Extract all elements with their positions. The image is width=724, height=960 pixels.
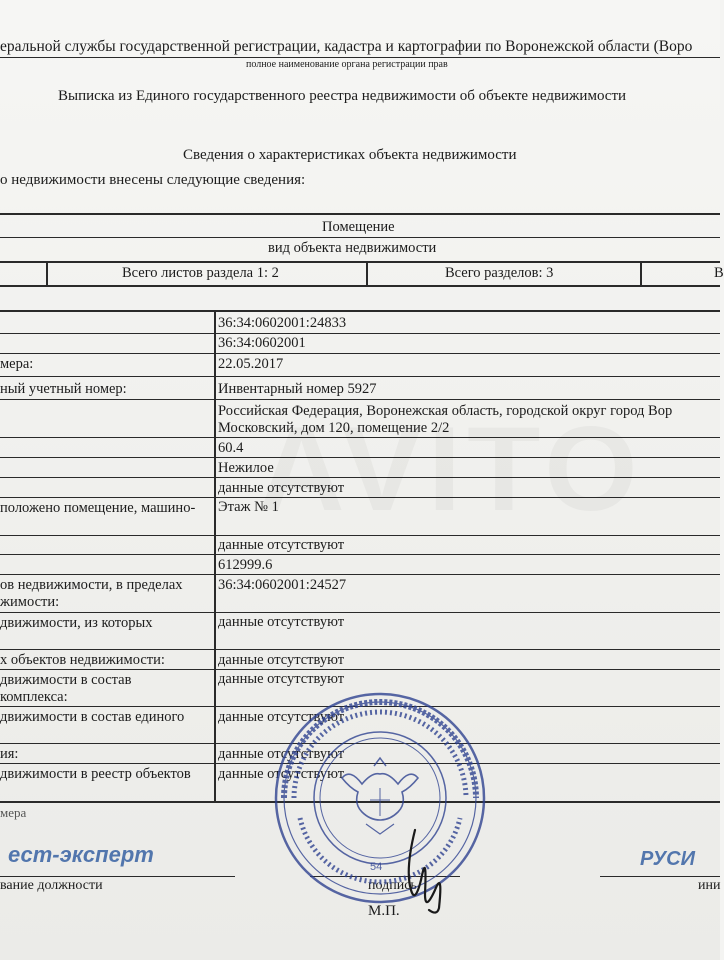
cadastral-number: 36:34:0602001:24833 <box>218 315 347 331</box>
object-type: Помещение <box>322 219 395 235</box>
cadastral-value: 612999.6 <box>218 557 273 573</box>
table-row-border <box>0 554 720 555</box>
table-row-border <box>0 649 720 650</box>
brand-left: ест-эксперт <box>8 842 154 867</box>
row-value: данные отсутствуют <box>218 480 345 496</box>
row-value: данные отсутствуют <box>218 671 345 687</box>
table-row-border <box>0 574 720 575</box>
row-value: данные отсутствуют <box>218 537 345 553</box>
row-value: данные отсутствуют <box>218 652 345 668</box>
sheets-count: Всего листов раздела 1: 2 <box>122 265 279 281</box>
row-label: х объектов недвижимости: <box>0 652 165 668</box>
authority-underline <box>0 57 720 58</box>
row-label: ов недвижимости, в пределах <box>0 577 183 593</box>
handwritten-signature <box>385 820 465 920</box>
table-border <box>0 261 720 263</box>
address-line-2: Московский, дом 120, помещение 2/2 <box>218 420 450 436</box>
avito-watermark <box>258 400 644 538</box>
address-line-1: Российская Федерация, Воронежская область, городской округ город Вор <box>218 403 673 419</box>
signature-line <box>600 876 720 877</box>
row-label: жимости: <box>0 594 60 610</box>
row-label: движимости, из которых <box>0 615 153 631</box>
table-row-border <box>0 376 720 377</box>
row-label: движимости в состав <box>0 672 132 688</box>
signature-caption: подпись <box>368 878 417 893</box>
initials-caption: ини <box>698 878 721 893</box>
row-label: движимости в состав единого <box>0 709 185 725</box>
table-border <box>366 261 368 285</box>
section-title: Сведения о характеристиках объекта недвижимости <box>183 147 517 163</box>
table-row-border <box>0 353 720 354</box>
truncated-line: мера <box>0 805 27 820</box>
registration-authority: еральной службы государственной регистрации, кадастра и картографии по Воронежской области (Воро <box>0 38 693 55</box>
object-type-caption: вид объекта недвижимости <box>268 240 437 256</box>
row-value: данные отсутствуют <box>218 746 345 762</box>
row-value: данные отсутствуют <box>218 614 345 630</box>
table-border <box>0 285 720 287</box>
seal-place-mp: М.П. <box>368 903 400 919</box>
table-border <box>0 310 720 312</box>
table-row-border <box>0 333 720 334</box>
table-row-border <box>0 612 720 613</box>
premises-purpose: Нежилое <box>218 460 274 476</box>
row-value: данные отсутствуют <box>218 766 345 782</box>
row-label: комплекса: <box>0 689 68 705</box>
table-row-border <box>0 669 720 670</box>
floor-number: Этаж № 1 <box>218 499 279 515</box>
row-label: положено помещение, машино- <box>0 500 196 516</box>
table-border <box>0 237 720 238</box>
document-title: Выписка из Единого государственного реестра недвижимости об объекте недвижимости <box>58 88 627 104</box>
row-label: движимости в реестр объектов <box>0 766 191 782</box>
table-border <box>0 213 720 215</box>
stamp-number: 54 <box>370 861 383 873</box>
authority-caption: полное наименование органа регистрации прав <box>246 59 448 70</box>
position-caption: вание должности <box>0 878 103 893</box>
signature-line <box>0 876 235 877</box>
table-column-divider <box>214 310 216 802</box>
parent-cadastral-number: 36:34:0602001:24527 <box>218 577 347 593</box>
row-label: мера: <box>0 356 34 372</box>
intro-text: о недвижимости внесены следующие сведения: <box>0 172 306 188</box>
row-value: данные отсутствуют <box>218 709 345 725</box>
table-border <box>640 261 642 285</box>
brand-right: РУСИ <box>640 848 695 870</box>
row-label: ный учетный номер: <box>0 381 127 397</box>
row-label: ия: <box>0 746 19 762</box>
cadastral-quarter: 36:34:0602001 <box>218 335 306 351</box>
area: 60.4 <box>218 440 244 456</box>
sheet-info-tail: В <box>714 265 724 281</box>
sections-count: Всего разделов: 3 <box>445 265 554 281</box>
inventory-number: Инвентарный номер 5927 <box>218 381 377 397</box>
assignment-date: 22.05.2017 <box>218 356 284 372</box>
table-border <box>46 261 48 285</box>
